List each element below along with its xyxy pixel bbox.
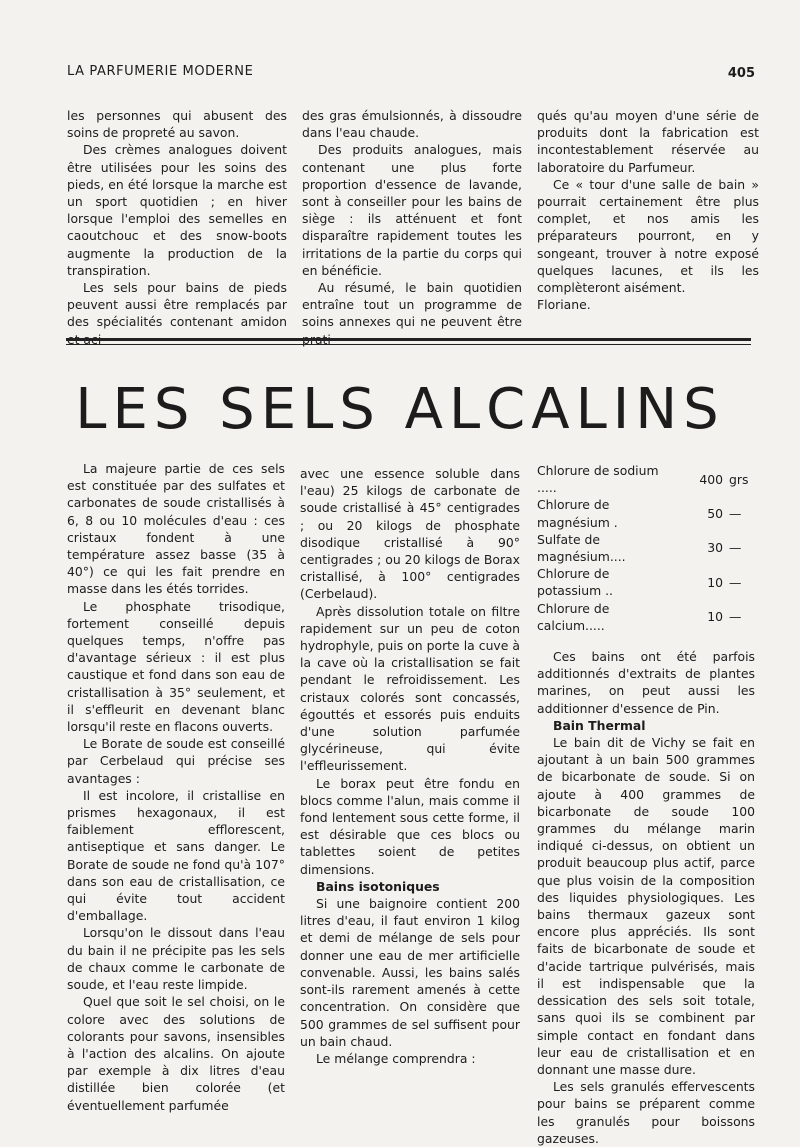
ingredient-unit: —: [729, 506, 742, 521]
article-column-3: [537, 462, 755, 1147]
article-column-2: [300, 465, 520, 1067]
running-head: LA PARFUMERIE MODERNE: [67, 64, 254, 79]
page-header: [0, 64, 800, 88]
paragraph: qués qu'au moyen d'une série de produits dont la fabrication est incontestablement réservée au laboratoire du Parfumeur.: [537, 108, 759, 175]
paragraph: Le borax peut être fondu en blocs comme l'alun, mais comme il fond lentement sous cette forme, il est désirable que ces blocs ou tablettes soient de petites dimensions.: [300, 775, 520, 877]
formula-row: [537, 531, 755, 565]
prev-article-column-2: [302, 107, 522, 348]
paragraph: Des crèmes analogues doivent être utilisées pour les soins des pieds, en été lorsque la marche est un sport quotidien ; en hiver lorsque l'emploi des semelles en caoutchouc et des snow-boots augmente la production de la transpiration.: [67, 142, 287, 278]
paragraph: Il est incolore, il cristallise en prismes hexagonaux, il est faiblement efflorescent, antiseptique et sans danger. Le Borate de soude ne fond qu'à 107° dans son eau de cristallisation, ce qui évite tout accident d'emballage.: [67, 787, 285, 924]
author-signature: Floriane.: [537, 297, 591, 313]
ingredient-name: Chlorure de calcium.....: [537, 600, 610, 633]
paragraph: Les sels granulés effervescents pour bains se préparent comme les granulés pour boissons gazeuses.: [537, 1079, 755, 1146]
ingredient-unit: —: [729, 574, 742, 590]
ingredient-name: Chlorure de magnésium .: [537, 497, 618, 530]
formula-row: [537, 496, 755, 530]
paragraph: avec une essence soluble dans l'eau) 25 kilogs de carbonate de soude cristallisé à 45° centigrades ; ou 20 kilogs de phosphate disodique cristallisé à 90° centigrades ; ou 20 kilogs de Borax cristallisé, à 100° centigrades (Cerbelaud).: [300, 466, 520, 602]
section-heading-bains-isotoniques: Bains isotoniques: [316, 878, 440, 894]
paragraph: Au résumé, le bain quotidien entraîne tout un programme de soins annexes qui ne peuvent être: [302, 280, 522, 330]
ingredient-name: Sulfate de magnésium....: [537, 531, 626, 565]
paragraph: Si une baignoire contient 200 litres d'eau, il faut environ 1 kilog et demi de mélange de sels pour donner une eau de mer artificielle convenable. Aussi, les bains salés sont-ils rarement amenés à cette concentration. On considère que 500 grammes de sel suffisent pour un bain chaud.: [300, 896, 520, 1049]
ingredient-quantity: 10: [707, 609, 723, 625]
separator-rule-thin: [66, 344, 751, 345]
ingredient-unit: —: [729, 540, 742, 556]
paragraph: des gras émulsionnés, à dissoudre dans l'eau chaude.: [302, 108, 522, 141]
prev-article-column-3: [537, 107, 759, 313]
paragraph: Le mélange comprendra :: [316, 1050, 476, 1066]
ingredient-unit: grs: [729, 471, 749, 487]
paragraph: Les sels pour bains de pieds peuvent aussi être remplacés par des spécialités contenant amidon: [67, 280, 287, 330]
paragraph: les personnes qui abusent des soins de propreté au savon.: [67, 108, 287, 141]
page-number: 405: [727, 66, 755, 81]
prev-article-column-1: [67, 107, 287, 348]
article-title: LES SELS ALCALINS: [75, 377, 725, 442]
paragraph: Lorsqu'on le dissout dans l'eau du bain il ne précipite pas les sels de chaux comme le carbonate de soude, et l'eau reste limpide.: [67, 925, 285, 993]
separator-rule-thick: [66, 338, 751, 341]
formula-row: [537, 600, 755, 634]
formula-row: [537, 565, 755, 599]
formula-table: [537, 462, 755, 634]
paragraph: Ces bains ont été parfois additionnés d'extraits de plantes marines, on peut aussi les additionner d'essence de Pin.: [537, 649, 755, 716]
paragraph: Le phosphate trisodique, fortement conseillé depuis quelques temps, n'offre pas d'avantage sérieux : il est plus caustique et fond dans son eau de cristallisation à 35° seulement, et il s'effleurit en devenant blanc lorsqu'il reste en flacons ouverts.: [67, 598, 285, 735]
ingredient-quantity: 400: [699, 471, 723, 487]
paragraph: Ce « tour d'une salle de bain » pourrait certainement être plus complet, et nos amis les préparateurs pourront, en y songeant, trouver à notre exposé quelques lacunes, et ils les complèteront aisément.: [537, 176, 759, 296]
ingredient-quantity: 30: [707, 540, 723, 556]
ingredient-name: Chlorure de sodium .....: [537, 463, 659, 496]
paragraph: Après dissolution totale on filtre rapidement sur un peu de coton hydrophyle, puis on porte la cuve à la cave où la cristallisation se fait pendant le refroidissement. Les cristaux colorés sont concassés, égouttés et essorés puis enduits d'une solution parfumée glycérineuse, qui évite l'effleurissement.: [300, 603, 520, 774]
ingredient-name: Chlorure de potassium ..: [537, 566, 613, 599]
paragraph: Des produits analogues, mais contenant une plus forte proportion d'essence de lavande, sont à conseiller pour les bains de siège : ils atténuent et font disparaître rapidement toutes les irritations de la partie du corps qui en bénéficie.: [302, 142, 522, 278]
paragraph: La majeure partie de ces sels est constituée par des sulfates et carbonates de soude cristallisés à 6, 8 ou 10 molécules d'eau : ces cristaux fondent à une température assez basse (35 à 40°) ce qui les fait prendre en masse dans les étés torrides.: [67, 461, 285, 597]
ingredient-unit: —: [729, 609, 742, 625]
paragraph: Le Borate de soude est conseillé par Cerbelaud qui précise ses avantages :: [67, 736, 285, 786]
ingredient-quantity: 50: [707, 506, 723, 521]
paragraph: Quel que soit le sel choisi, on le colore avec des solutions de colorants pour savons, insensibles à l'action des alcalins. On ajoute par exemple à dix litres d'eau distillée bien colorée (et éventuellement parfumée: [67, 994, 285, 1113]
article-column-1: [67, 460, 285, 1114]
ingredient-quantity: 10: [707, 574, 723, 590]
paragraph: Le bain dit de Vichy se fait en ajoutant à un bain 500 grammes de bicarbonate de soude. Si on ajoute à 400 grammes de bicarbonate de soude 100 grammes du mélange marin indiqué ci-dessus, on obtient un produit beaucoup plus actif, parce que plus voisin de la composition des liquides physiologiques. Les bains thermaux gazeux sont encore plus appréciés. Ils sont faits de bicarbonate de soude et d'acide tartrique pulvérisés, mais il est indispensable que la dessication des sels soit totale, sans quoi ils se combinent par simple contact en fondant dans leur eau de cristallisation et en donnant une masse dure.: [537, 735, 755, 1077]
formula-row: [537, 462, 755, 496]
section-heading-bain-thermal: Bain Thermal: [553, 717, 646, 733]
